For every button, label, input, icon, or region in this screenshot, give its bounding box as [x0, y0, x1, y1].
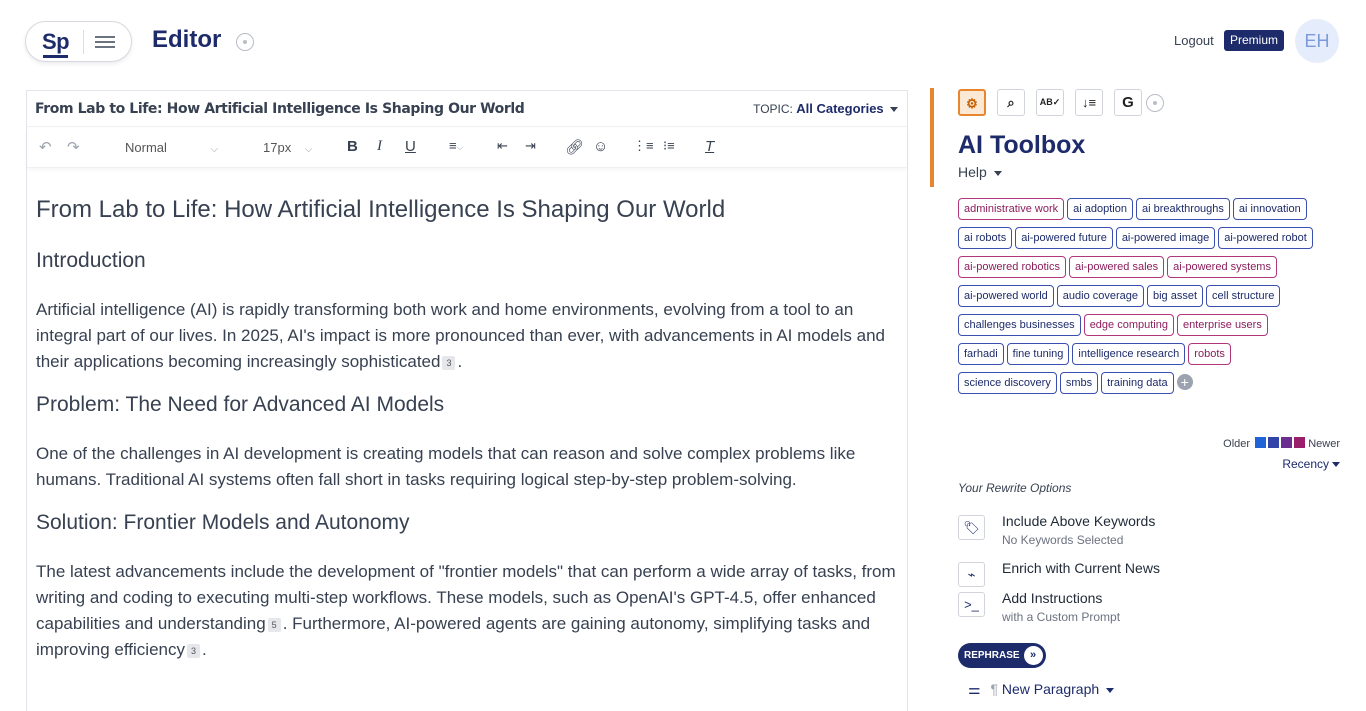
document-content[interactable]: [36, 198, 904, 682]
keyword-tag[interactable]: training data: [1101, 372, 1174, 394]
terminal-prompt-icon: >_: [958, 592, 985, 617]
tag-icon: 🏷︎: [958, 515, 985, 540]
chevron-down-icon: ⌵: [304, 144, 313, 155]
intro-heading: Introduction: [36, 249, 146, 272]
solution-text-a: The latest advancements include the development of "frontier models" that can perform a wide array of tasks, from writing and coding to executing multi-step workflows. These models, such as OpenAI's GPT-4.5, offer enhanced capabilities and understanding: [36, 562, 896, 633]
keyword-tags: [958, 198, 1318, 401]
paragraph-style-select[interactable]: [125, 140, 218, 155]
add-tag-icon[interactable]: +: [1177, 374, 1193, 390]
keyword-tag[interactable]: ai-powered systems: [1167, 256, 1277, 278]
pulse-icon: ⌁: [958, 562, 985, 587]
solution-paragraph: The latest advancements include the development of "frontier models" that can perform a wide array of tasks, from writing and coding to executing multi-step workflows. These models, such as OpenAI's GPT-4.5, offer enhanced capabilities and understanding 5 . Furthermore, AI-powered agents are gaining autonomy, simplifying tasks and improving efficiency 3 .: [36, 562, 896, 659]
legend-swatch: [1255, 437, 1266, 448]
keyword-tag[interactable]: farhadi: [958, 343, 1004, 365]
option-title: Add Instructions: [1002, 590, 1103, 606]
intro-paragraph: Artificial intelligence (AI) is rapidly transforming both work and home environments, evolving from a tool to an integral part of our lives. In 2025, AI's impact is more pronounced than ever, with advancements in AI models and their applications becoming increasingly sophisticated 3 .: [36, 300, 885, 371]
citation-badge[interactable]: 3: [442, 356, 455, 370]
spellcheck-icon[interactable]: AB✓: [1036, 89, 1064, 116]
rewrite-options-heading: Your Rewrite Options: [958, 481, 1072, 495]
legend-swatch: [1281, 437, 1292, 448]
double-chevron-right-icon: »: [1024, 646, 1043, 665]
emoji-icon[interactable]: ☺: [593, 138, 609, 155]
topic-value: All Categories: [796, 101, 884, 116]
option-subtitle: No Keywords Selected: [1002, 533, 1124, 547]
keyword-tag[interactable]: audio coverage: [1057, 285, 1144, 307]
option-title: Enrich with Current News: [1002, 560, 1160, 576]
ai-chip-icon[interactable]: ⚙: [958, 89, 986, 116]
clear-format-icon[interactable]: T: [705, 138, 715, 155]
hamburger-menu-icon[interactable]: [95, 33, 115, 51]
paragraph-mark-icon: ¶: [990, 681, 998, 697]
chevron-down-icon: [994, 171, 1002, 176]
keyword-tag[interactable]: challenges businesses: [958, 314, 1081, 336]
ai-toolbox-sidebar: [930, 84, 1366, 711]
recency-label: Recency: [1282, 457, 1329, 471]
keyword-tag[interactable]: ai robots: [958, 227, 1012, 249]
keyword-tag[interactable]: ai adoption: [1067, 198, 1133, 220]
underline-icon[interactable]: U: [405, 138, 416, 155]
sort-icon[interactable]: ↓≡: [1075, 89, 1103, 116]
keyword-tag[interactable]: ai breakthroughs: [1136, 198, 1230, 220]
legend-swatches: [1253, 438, 1305, 450]
keyword-tag[interactable]: ai-powered world: [958, 285, 1054, 307]
topic-label: TOPIC:: [753, 102, 793, 116]
search-icon[interactable]: ⌕: [997, 89, 1025, 116]
keyword-tag[interactable]: ai-powered future: [1015, 227, 1113, 249]
keyword-tag[interactable]: science discovery: [958, 372, 1057, 394]
premium-badge[interactable]: Premium: [1224, 30, 1284, 51]
font-size-select[interactable]: [263, 140, 312, 155]
grammar-g-icon[interactable]: G: [1114, 89, 1142, 116]
rephrase-label: REPHRASE: [964, 650, 1020, 661]
top-bar: [0, 0, 1366, 84]
option-title: Include Above Keywords: [1002, 513, 1156, 529]
link-icon[interactable]: 🔗︎: [565, 139, 585, 156]
solution-heading: Solution: Frontier Models and Autonomy: [36, 511, 410, 534]
document-title[interactable]: From Lab to Life: How Artificial Intelligence Is Shaping Our World: [35, 101, 525, 117]
keyword-tag[interactable]: administrative work: [958, 198, 1064, 220]
keyword-tag[interactable]: edge computing: [1084, 314, 1174, 336]
user-avatar[interactable]: EH: [1295, 19, 1339, 63]
problem-paragraph: One of the challenges in AI development is creating models that can reason and solve complex problems like humans. Traditional AI systems often fall short in tasks requiring logical step-by-step problem-solving.: [36, 444, 856, 489]
topic-selector[interactable]: [753, 101, 898, 116]
app-logo: Sp: [42, 29, 70, 54]
italic-icon[interactable]: I: [377, 138, 382, 154]
outdent-icon[interactable]: ⇤: [497, 138, 508, 153]
legend-swatch: [1294, 437, 1305, 448]
keyword-tag[interactable]: intelligence research: [1072, 343, 1185, 365]
redo-icon[interactable]: ↷: [67, 139, 80, 156]
font-size-value: 17px: [263, 140, 292, 155]
solution-text-b: . Furthermore, AI-powered agents are gaining autonomy, simplifying tasks and improving efficiency: [36, 614, 871, 659]
chevron-down-icon: [1332, 462, 1340, 467]
keyword-tag[interactable]: ai-powered image: [1116, 227, 1215, 249]
intro-text: Artificial intelligence (AI) is rapidly transforming both work and home environments, evolving from a tool to an integral part of our lives. In 2025, AI's impact is more pronounced than ever, with advancements in AI models and their applications becoming increasingly sophisticated: [36, 300, 885, 371]
undo-icon[interactable]: ↶: [39, 139, 52, 156]
keyword-tag[interactable]: big asset: [1147, 285, 1203, 307]
citation-badge[interactable]: 3: [187, 644, 200, 658]
bullet-list-icon[interactable]: ⁝≡: [663, 138, 675, 153]
keyword-tag[interactable]: ai-powered robot: [1218, 227, 1313, 249]
document-header: [27, 91, 907, 127]
loading-spinner-icon: [236, 33, 254, 51]
logo-menu-pill[interactable]: [25, 21, 132, 62]
option-subtitle: with a Custom Prompt: [1002, 610, 1121, 624]
citation-badge[interactable]: 5: [268, 618, 281, 632]
page-title: Editor: [152, 26, 222, 53]
new-paragraph-label: New Paragraph: [1001, 681, 1100, 697]
keyword-tag[interactable]: robots: [1188, 343, 1231, 365]
content-heading-1: From Lab to Life: How Artificial Intelligence Is Shaping Our World: [36, 196, 726, 223]
keyword-tag[interactable]: ai-powered sales: [1069, 256, 1164, 278]
keyword-tag[interactable]: smbs: [1060, 372, 1098, 394]
align-icon[interactable]: ≡⌵: [449, 138, 464, 153]
legend-older: Older: [1223, 438, 1251, 450]
keyword-tag[interactable]: enterprise users: [1177, 314, 1268, 336]
paragraph-style-value: Normal: [125, 140, 167, 155]
formatting-toolbar: [27, 128, 907, 168]
new-paragraph-dropdown[interactable]: [968, 681, 1114, 698]
keyword-tag[interactable]: fine tuning: [1007, 343, 1070, 365]
toolbox-title: AI Toolbox: [958, 131, 1086, 159]
active-accent-bar: [930, 88, 934, 187]
recency-legend: [1223, 437, 1340, 450]
bold-icon[interactable]: B: [347, 138, 358, 155]
keyword-tag[interactable]: ai innovation: [1233, 198, 1307, 220]
problem-heading: Problem: The Need for Advanced AI Models: [36, 393, 445, 416]
chevron-down-icon: ⌵: [210, 144, 219, 155]
divider: [83, 30, 84, 54]
logout-link[interactable]: Logout: [1174, 33, 1214, 48]
settings-sliders-icon: ⚌: [968, 681, 981, 697]
chevron-down-icon: [890, 107, 898, 112]
help-label: Help: [958, 164, 987, 180]
indent-icon[interactable]: ⇥: [525, 138, 536, 153]
keyword-tag[interactable]: cell structure: [1206, 285, 1280, 307]
help-dropdown[interactable]: [958, 164, 1002, 180]
loading-spinner-icon: [1146, 94, 1164, 112]
ordered-list-icon[interactable]: ⋮≡: [633, 138, 654, 153]
rephrase-button[interactable]: [958, 643, 1046, 668]
recency-sort-dropdown[interactable]: [1282, 457, 1340, 471]
legend-newer: Newer: [1308, 438, 1340, 450]
chevron-down-icon: [1106, 688, 1114, 693]
legend-swatch: [1268, 437, 1279, 448]
keyword-tag[interactable]: ai-powered robotics: [958, 256, 1066, 278]
